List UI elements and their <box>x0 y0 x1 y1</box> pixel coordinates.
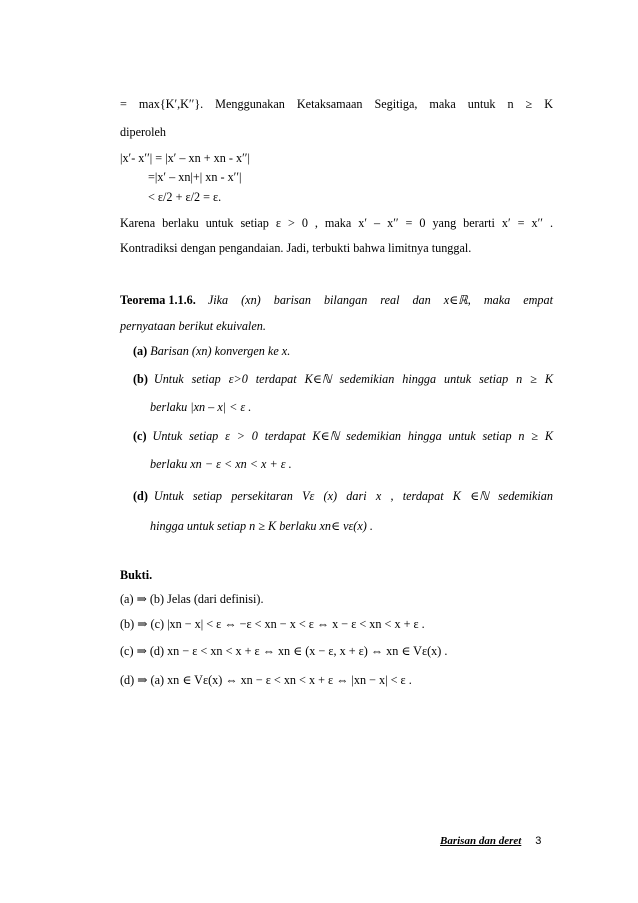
statement-a <box>133 344 290 359</box>
paragraph-2-line-1: Karena berlaku untuk setiap ε > 0 , maka x′ – x′′ = 0 yang berarti x′ = x′′ . <box>120 216 553 230</box>
proof-line-c-d: (c) ⇒ (d) xn − ε < xn < x + ε ⇔ xn ∈ (x − ε, x + ε) ⇔ xn ∈ Vε(x) . <box>120 644 448 658</box>
statement-b-line-1 <box>133 372 553 387</box>
text-line-diperoleh: diperoleh <box>120 125 167 139</box>
equation-line-1: |x′- x′′| = |x′ – xn + xn - x′′| <box>120 151 250 165</box>
statement-d-line-1 <box>133 489 553 504</box>
equation-line-3: < ε/2 + ε/2 = ε. <box>148 190 222 204</box>
statement-c-label: (c) <box>133 429 147 443</box>
proof-line-b-c: (b) ⇒ (c) |xn − x| < ε ⇔ −ε < xn − x < ε ⇔ x − ε < xn < x + ε . <box>120 617 425 631</box>
statement-c-line-1 <box>133 429 553 444</box>
statement-c-text: Untuk setiap ε > 0 terdapat K∈ℕ sedemikian hingga untuk setiap n ≥ K <box>152 429 553 443</box>
equation-line-2: =|x′ – xn|+| xn - x′′| <box>148 170 242 184</box>
statement-b-label: (b) <box>133 372 148 386</box>
proof-line-d-a: (d) ⇒ (a) xn ∈ Vε(x) ⇔ xn − ε < xn < x + ε ⇔ |xn − x| < ε . <box>120 673 412 687</box>
proof-heading: Bukti. <box>120 568 153 582</box>
footer-title: Barisan dan deret <box>440 835 522 847</box>
theorem-heading-line <box>120 293 553 308</box>
paragraph-2-line-2: Kontradiksi dengan pengandaian. Jadi, terbukti bahwa limitnya tunggal. <box>120 241 472 255</box>
statement-d-text: Untuk setiap persekitaran Vε (x) dari x , terdapat K ∈ℕ sedemikian <box>153 489 553 503</box>
statement-c-line-2: berlaku xn − ε < xn < x + ε . <box>150 457 292 471</box>
statement-b-line-2: berlaku |xn – x| < ε . <box>150 400 252 414</box>
page-footer <box>440 835 541 847</box>
statement-a-label: (a) <box>133 344 148 358</box>
statement-a-text: Barisan (xn) konvergen ke x. <box>150 344 291 358</box>
theorem-line-2: pernyataan berikut ekuivalen. <box>120 319 266 333</box>
proof-line-a-b: (a) ⇒ (b) Jelas (dari definisi). <box>120 592 264 606</box>
statement-d-label: (d) <box>133 489 148 503</box>
text-line-max: = max{K′,K′′}. Menggunakan Ketaksamaan Segitiga, maka untuk n ≥ K <box>120 97 553 111</box>
statement-b-text: Untuk setiap ε>0 terdapat K∈ℕ sedemikian hingga untuk setiap n ≥ K <box>153 372 553 386</box>
statement-d-line-2: hingga untuk setiap n ≥ K berlaku xn∈ vε(x) . <box>150 519 373 533</box>
theorem-label: Teorema 1.1.6. <box>120 293 196 307</box>
theorem-line-1: Jika (xn) barisan bilangan real dan x∈ℝ, maka empat <box>207 293 553 307</box>
page-number: 3 <box>535 835 542 847</box>
